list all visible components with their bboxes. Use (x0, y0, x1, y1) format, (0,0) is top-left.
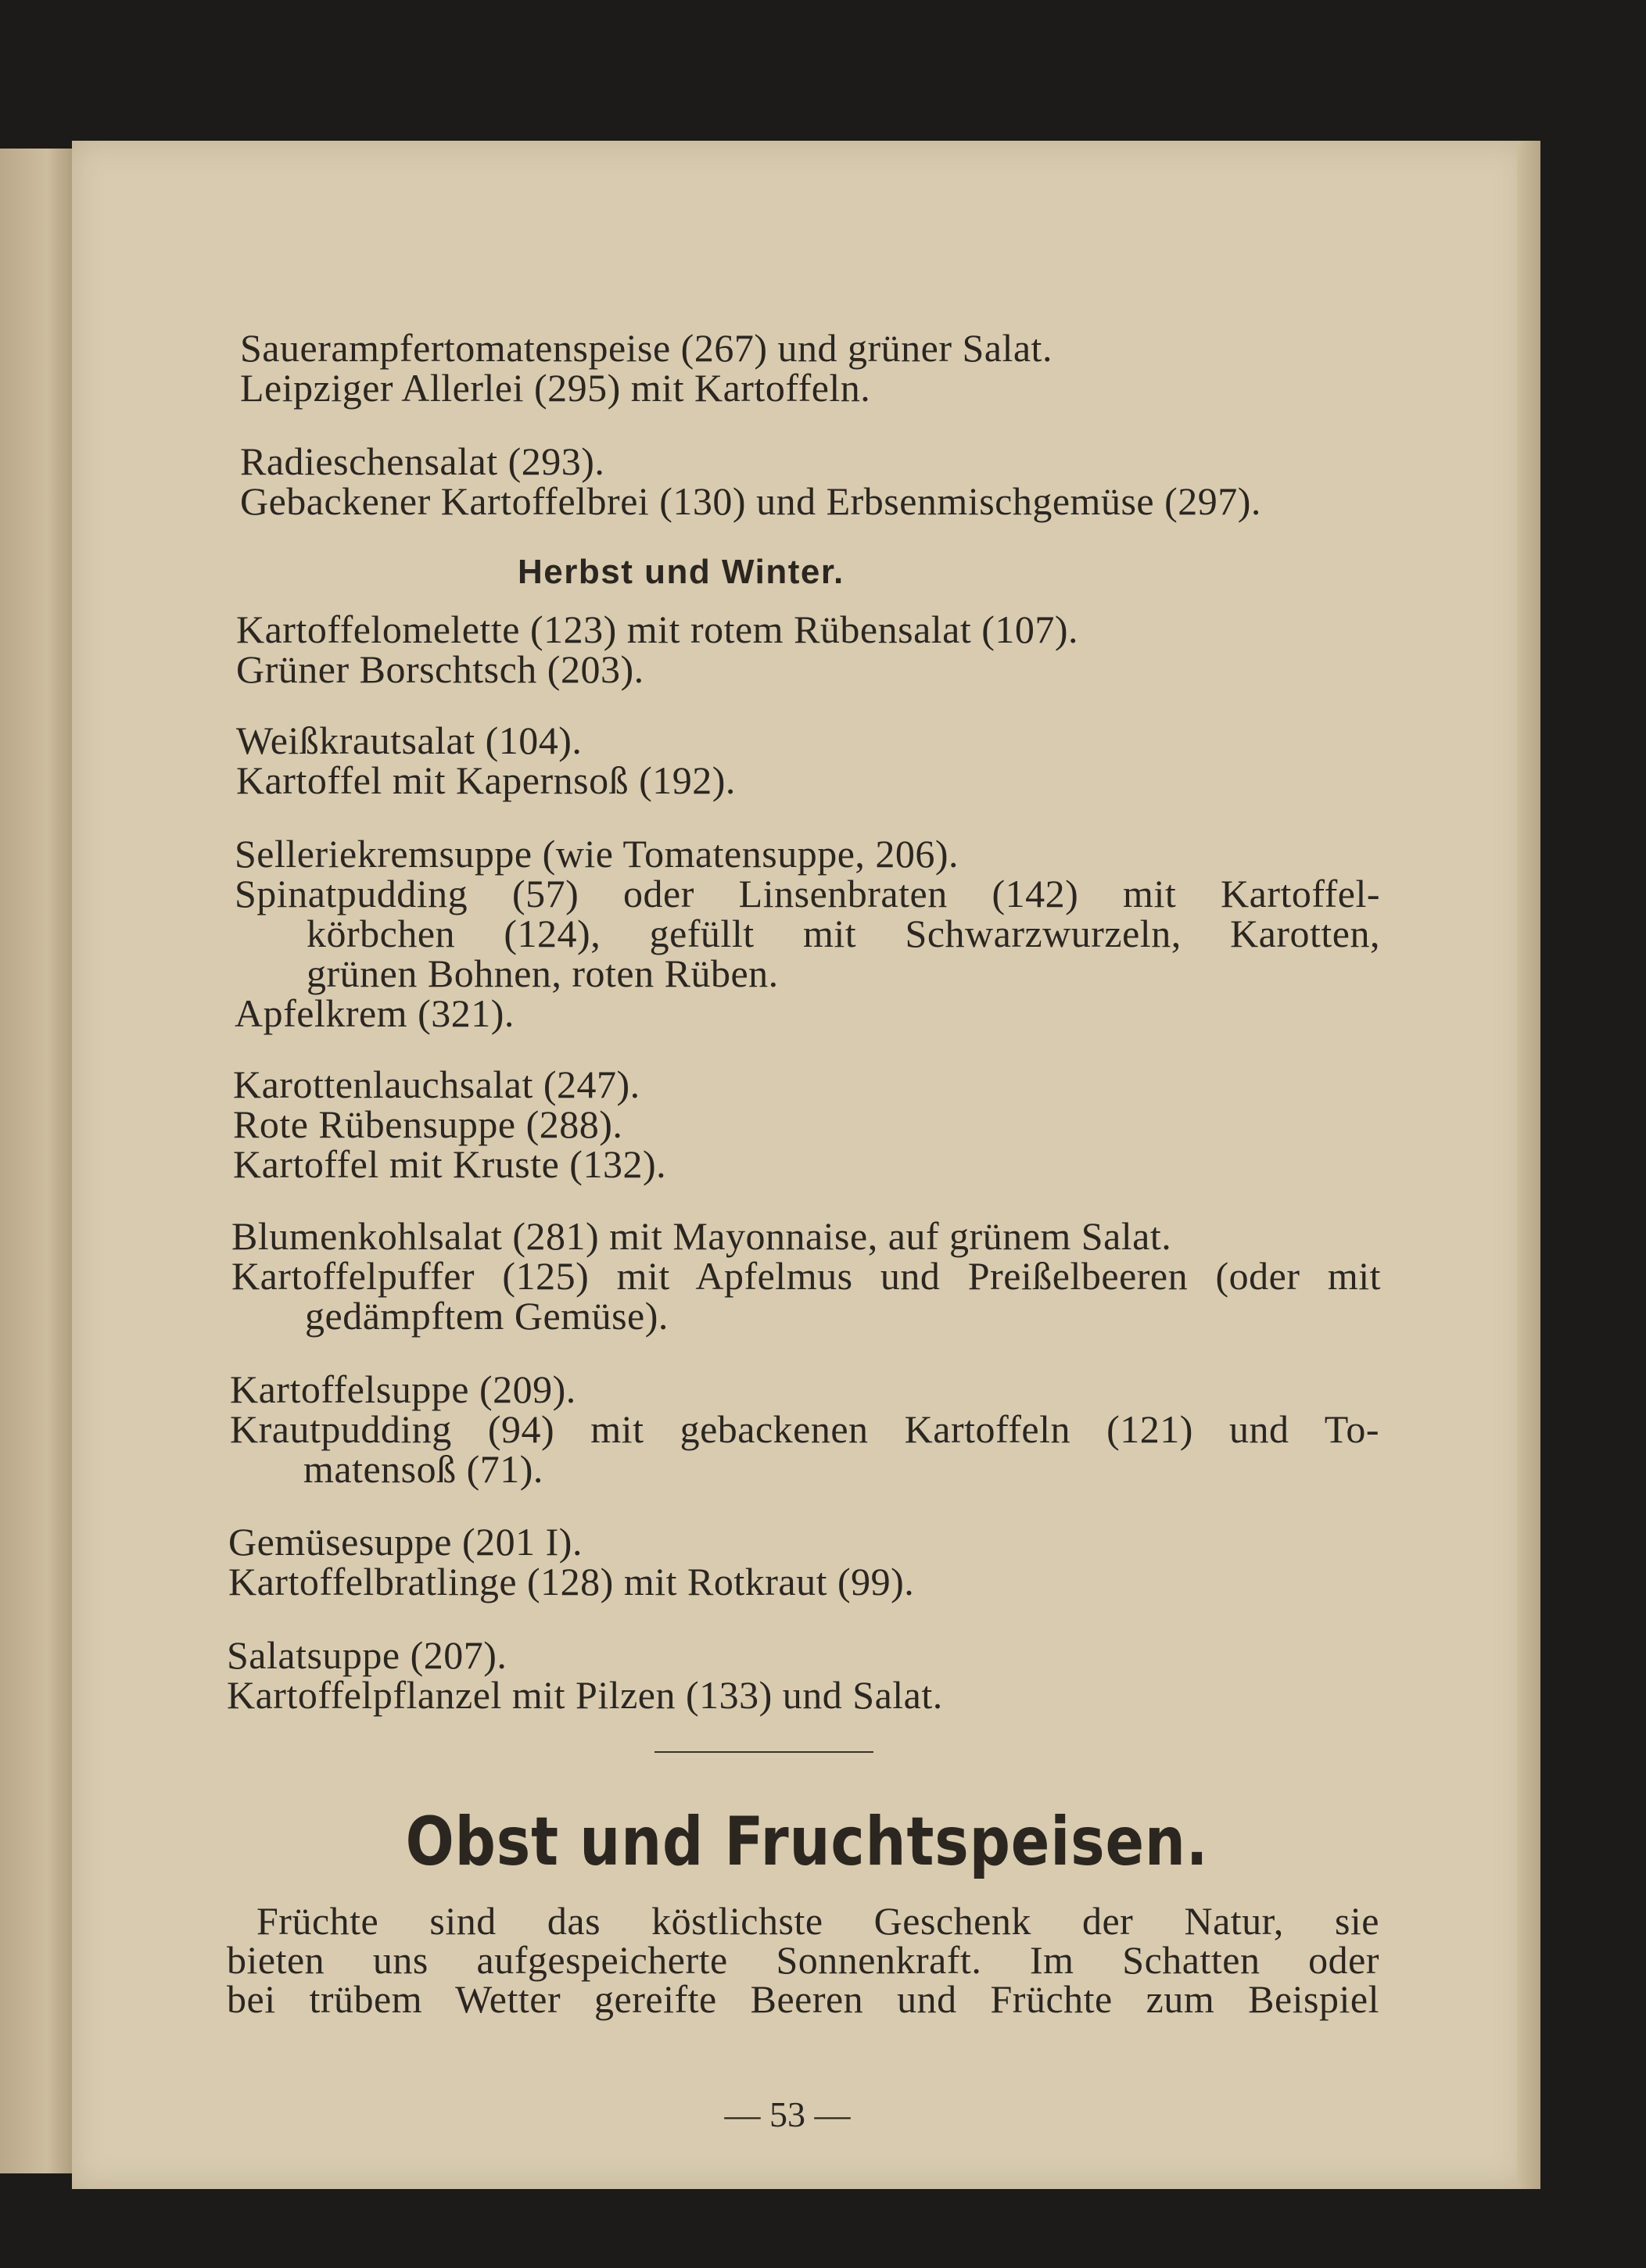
season-subheading: Herbst und Winter. (518, 553, 845, 591)
menu-line: Kartoffel mit Kruste (132). (233, 1142, 667, 1186)
menu-line-continued: grünen Bohnen, roten Rüben. (307, 951, 779, 995)
menu-line: Gemüsesuppe (201 I). (228, 1520, 583, 1564)
menu-line: Kartoffelsuppe (209). (230, 1367, 576, 1411)
section-divider (654, 1751, 873, 1753)
menu-line: Kartoffelbratlinge (128) mit Rotkraut (99). (228, 1560, 915, 1603)
menu-line-continued: gedämpftem Gemüse). (305, 1294, 669, 1338)
paragraph-line: Früchte sind das köstlichste Geschenk der Natur, sie (256, 1899, 1379, 1943)
menu-line: Gebackener Kartoffelbrei (130) und Erbsenmischgemüse (297). (240, 479, 1261, 523)
paragraph-line: bieten uns aufgespeicherte Sonnenkraft. Im Schatten oder (227, 1938, 1379, 1982)
menu-line: Salatsuppe (207). (227, 1633, 507, 1677)
menu-line: Selleriekremsuppe (wie Tomatensuppe, 206). (235, 832, 959, 876)
page-edge (1517, 141, 1540, 2189)
menu-line: Grüner Borschtsch (203). (236, 647, 644, 691)
menu-line-continued: körbchen (124), gefüllt mit Schwarzwurzeln, Karotten, (307, 912, 1380, 955)
page-number: — 53 — (724, 2094, 851, 2134)
menu-line: Karottenlauchsalat (247). (233, 1062, 640, 1106)
menu-line: Apfelkrem (321). (235, 991, 515, 1035)
paragraph-line: bei trübem Wetter gereifte Beeren und Früchte zum Beispiel (227, 1977, 1379, 2021)
menu-line: Spinatpudding (57) oder Linsenbraten (142) mit Kartoffel- (235, 872, 1380, 915)
menu-line: Kartoffelomelette (123) mit rotem Rübensalat (107). (236, 607, 1079, 651)
previous-page-edge (0, 149, 78, 2173)
menu-line: Krautpudding (94) mit gebackenen Kartoffeln (121) und To- (230, 1407, 1379, 1451)
menu-line-continued: matensoß (71). (303, 1447, 543, 1491)
menu-line: Leipziger Allerlei (295) mit Kartoffeln. (240, 366, 871, 410)
section-title: Obst und Fruchtspeisen. (405, 1803, 1209, 1881)
menu-line: Blumenkohlsalat (281) mit Mayonnaise, auf grünem Salat. (231, 1214, 1172, 1258)
menu-line: Radieschensalat (293). (240, 439, 605, 483)
book-page (72, 141, 1526, 2189)
menu-line: Weißkrautsalat (104). (236, 718, 583, 762)
menu-line: Kartoffelpflanzel mit Pilzen (133) und Salat. (227, 1673, 943, 1717)
menu-line: Rote Rübensuppe (288). (233, 1102, 623, 1146)
menu-line: Sauerampfertomatenspeise (267) und grüner Salat. (240, 326, 1053, 370)
page-content (72, 141, 1526, 2189)
menu-line: Kartoffel mit Kapernsoß (192). (236, 758, 736, 802)
menu-line: Kartoffelpuffer (125) mit Apfelmus und Preißelbeeren (oder mit (231, 1254, 1381, 1298)
